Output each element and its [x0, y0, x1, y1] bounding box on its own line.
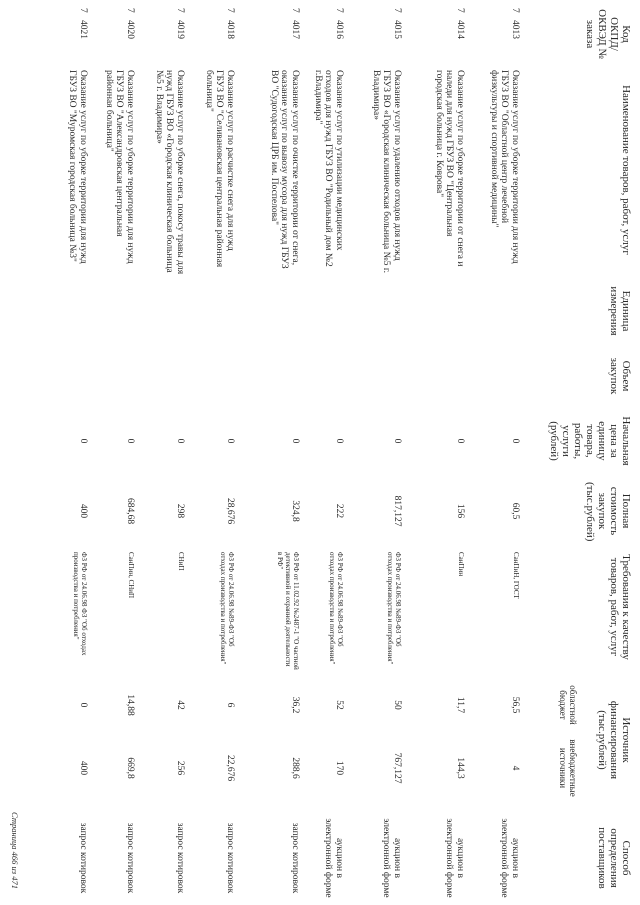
row-number: 4015 [392, 20, 402, 39]
row-code: 7 [334, 8, 344, 13]
row-name: Оказание услуг по утилизации медицинских отходов для нужд ГБУЗ ВО "Родильный дом №2 г.Владимира" [313, 70, 344, 267]
header-requirements: Требования к качеству товаров, работ, услуг [608, 554, 632, 660]
row-funding-offbudget: 767,127 [392, 752, 402, 784]
row-method: запрос котировок [125, 822, 135, 894]
row-requirements: СанПин [457, 552, 465, 577]
row-funding-budget: 42 [175, 700, 185, 710]
row-funding-offbudget: 170 [334, 760, 344, 776]
row-price: 0 [78, 438, 88, 444]
row-funding-budget: 6 [225, 702, 235, 708]
row-total: 156 [455, 503, 465, 519]
row-funding-budget: 11,7 [455, 696, 465, 714]
row-funding-budget: 56,5 [510, 696, 520, 714]
row-funding-offbudget: 4 [510, 765, 520, 771]
row-requirements: СНиП [177, 552, 185, 571]
row-method: аукцион в электронной форме [323, 818, 344, 898]
header-code: Код ОКПД/ ОКВЭД № заказа [584, 9, 632, 59]
row-funding-offbudget: 22,676 [225, 754, 235, 782]
row-code: 7 [225, 8, 235, 13]
row-number: 4013 [510, 20, 520, 39]
row-requirements: СанПин, СНиП [127, 552, 135, 599]
row-requirements: ФЗ РФ от 24.06.98 №89-ФЗ "Об отходах производства и потребления" [386, 552, 402, 665]
row-number: 4020 [125, 20, 135, 39]
row-price: 0 [334, 438, 344, 444]
row-price: 0 [290, 438, 300, 444]
row-price: 0 [125, 438, 135, 444]
page-footer: Страница 466 из 471 [10, 812, 20, 889]
row-total: 400 [78, 503, 88, 519]
row-name: Оказание услуг по расчистке снега для нужд ГБУЗ ВО "Селивановская центральная районная больница" [204, 70, 235, 268]
row-code: 7 [175, 8, 185, 13]
row-number: 4014 [455, 20, 465, 39]
row-name: Оказание услуг по уборке территории для нужд ГБУЗ ВО "Муромская городская больница №3" [67, 70, 88, 264]
row-method: запрос котировок [78, 822, 88, 894]
row-funding-budget: 36,2 [290, 696, 300, 714]
row-price: 0 [225, 438, 235, 444]
row-name: Оказание услуг по уборке снега, покосу травы для нужд ГБУЗ ВО «Городская клиническая больница №5 г. Владимира» [154, 70, 185, 275]
header-funding: Источник финансирования (тыс.рублей) [596, 700, 632, 780]
row-method: запрос котировок [225, 822, 235, 894]
row-requirements: ФЗ РФ от 24.06.98 №89-ФЗ "Об отходах производства и потребления" [219, 552, 235, 665]
header-method: Способ определения поставщиков [596, 827, 632, 889]
row-funding-budget: 0 [78, 702, 88, 708]
row-funding-offbudget: 288,6 [290, 757, 300, 779]
row-total: 817,127 [392, 495, 402, 527]
row-total: 60,5 [510, 502, 520, 520]
row-funding-offbudget: 144,3 [455, 757, 465, 779]
row-funding-offbudget: 669,8 [125, 757, 135, 779]
row-funding-budget: 14,88 [125, 694, 135, 716]
row-requirements: СанПиН, ГОСТ [512, 552, 520, 599]
row-name: Оказание услуг по уборке территории для нужд ГБУЗ ВО "Александровская центральная районная больница" [104, 70, 135, 264]
row-name: Оказание услуг по уборке территории от снега и наледи для нужд ГБУЗ ВО "Центральная городская больница г. Коврова" [434, 70, 465, 267]
row-requirements: ФЗ РФ от 24.06.98 №89-ФЗ "Об отходах производства и потребления" [328, 552, 344, 665]
header-price: Начальная цена за единицу товара, работы, услуги (рублей) [548, 416, 632, 466]
row-code: 7 [290, 8, 300, 13]
row-method: аукцион в электронной форме [381, 818, 402, 898]
row-code: 7 [392, 8, 402, 13]
row-total: 222 [334, 503, 344, 519]
row-number: 4016 [334, 20, 344, 39]
row-funding-budget: 50 [392, 700, 402, 710]
row-total: 28,676 [225, 497, 235, 525]
row-funding-budget: 52 [334, 700, 344, 710]
row-number: 4017 [290, 20, 300, 39]
header-funding-offbudget: внебюджетные источники [558, 739, 578, 797]
row-price: 0 [455, 438, 465, 444]
row-number: 4018 [225, 20, 235, 39]
row-code: 7 [78, 8, 88, 13]
row-total: 324,8 [290, 500, 300, 522]
header-funding-budget: областной бюджет [558, 685, 578, 725]
row-method: аукцион в электронной форме [499, 818, 520, 898]
header-total: Полная стоимость закупок (тыс.рублей) [584, 482, 632, 542]
row-funding-offbudget: 400 [78, 760, 88, 776]
row-name: Оказание услуг по очистке территории от снега, оказание услуг по вывозу мусора для нужд ГБУЗ ВО "Судогодская ЦРБ им. Поспелова" [269, 70, 300, 269]
header-volume: Объем закупок [608, 357, 632, 395]
row-number: 4021 [78, 20, 88, 39]
row-total: 684,68 [125, 497, 135, 525]
row-requirements: ФЗ РФ от 11.02.92 №2487-1 "О частной детективной и охранной деятельности в РФ" [276, 552, 300, 670]
header-unit: Единица измерения [608, 286, 632, 336]
row-method: аукцион в электронной форме [444, 818, 465, 898]
row-method: запрос котировок [290, 822, 300, 894]
row-price: 0 [175, 438, 185, 444]
row-method: запрос котировок [175, 822, 185, 894]
row-number: 4019 [175, 20, 185, 39]
row-price: 0 [510, 438, 520, 444]
row-price: 0 [392, 438, 402, 444]
row-code: 7 [510, 8, 520, 13]
row-name: Оказание услуг по удалению отходов для нужд ГБУЗ ВО «Городская клиническая больница №5 г. Владимира» [371, 70, 402, 274]
row-code: 7 [455, 8, 465, 13]
row-code: 7 [125, 8, 135, 13]
row-requirements: ФЗ РФ от 24.06.98 ФЗ "Об отходах производства и потребления" [72, 552, 88, 656]
row-total: 298 [175, 503, 185, 519]
header-name: Наименование товаров, работ, услуг [620, 85, 632, 255]
row-name: Оказание услуг по уборке территории для нужд ГБУЗ ВО "Областной центр лечебной физкультуры и спортивной медицины" [489, 70, 520, 264]
row-funding-offbudget: 256 [175, 760, 185, 776]
